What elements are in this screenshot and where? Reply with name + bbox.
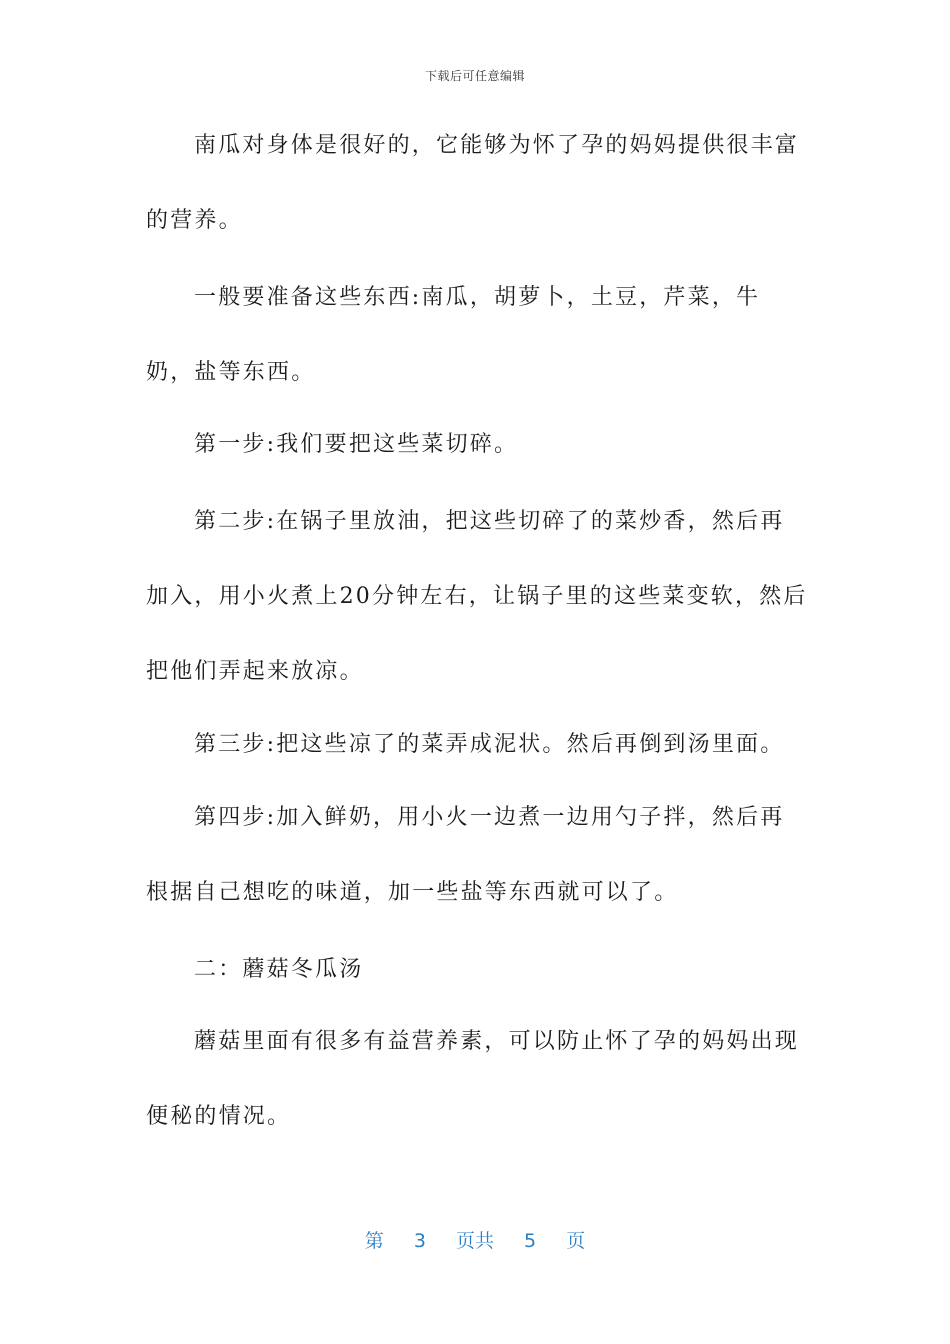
paragraph-step-4: 第四步:加入鲜奶，用小火一边煮一边用勺子拌，然后再根据自己想吃的味道，加一些盐等东西就可以了。 [146, 805, 785, 905]
paragraph-step-1: 第一步:我们要把这些菜切碎。 [194, 432, 519, 457]
paragraph-ingredients: 一般要准备这些东西:南瓜，胡萝卜，土豆，芹菜，牛奶，盐等东西。 [146, 285, 761, 385]
paragraph-step-2: 第二步:在锅子里放油，把这些切碎了的菜炒香，然后再加入，用小火煮上20分钟左右，让锅子里的这些菜变软，然后把他们弄起来放凉。 [146, 509, 808, 684]
page-total-number: 5 [524, 1230, 537, 1252]
paragraph-pumpkin-intro: 南瓜对身体是很好的，它能够为怀了孕的妈妈提供很丰富的营养。 [146, 133, 800, 233]
section-heading-mushroom-soup: 二：蘑菇冬瓜汤 [194, 957, 364, 982]
page-current-number: 3 [413, 1230, 426, 1252]
paragraph-step-3: 第三步:把这些凉了的菜弄成泥状。然后再倒到汤里面。 [194, 732, 785, 757]
paragraph-mushroom-intro: 蘑菇里面有很多有益营养素，可以防止怀了孕的妈妈出现便秘的情况。 [146, 1029, 800, 1129]
header-note: 下载后可任意编辑 [424, 69, 525, 83]
page-prefix: 第 [364, 1230, 384, 1252]
page-suffix: 页 [566, 1230, 586, 1252]
page-footer [0, 1226, 950, 1253]
page-middle: 页共 [455, 1230, 494, 1252]
